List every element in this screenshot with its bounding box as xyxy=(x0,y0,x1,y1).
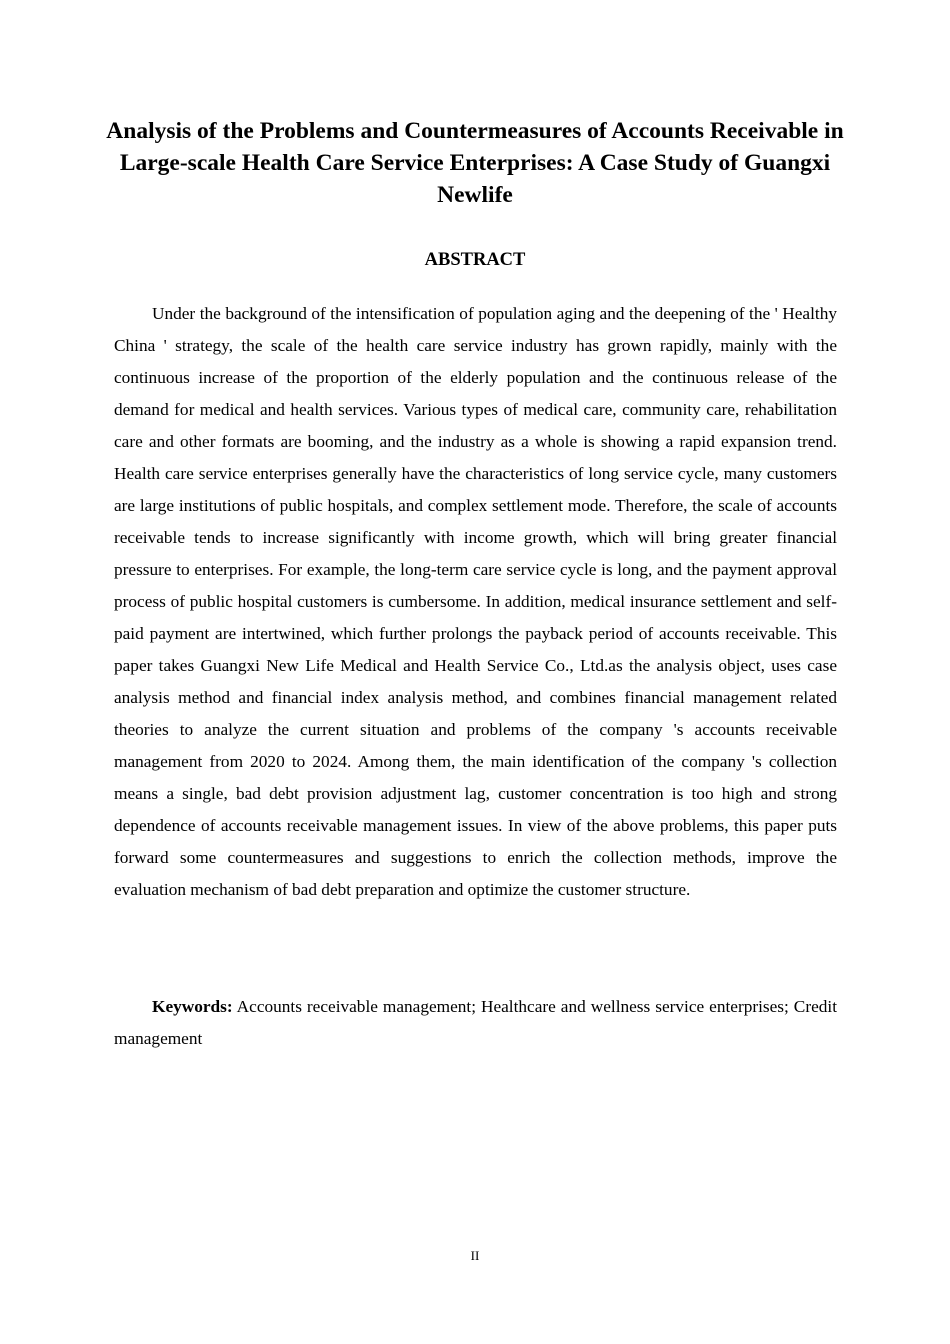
keywords-label: Keywords: xyxy=(152,997,233,1016)
keywords-paragraph xyxy=(114,991,837,1055)
abstract-paragraph: Under the background of the intensification of population aging and the deepening of the ' Healthy China ' strategy, the scale of the health care service industry has grown rapidly, mainly with the continuous increase of the proportion of the elderly population and the continuous release of the demand for medical and health services. Various types of medical care, community care, rehabilitation care and other formats are booming, and the industry as a whole is showing a rapid expansion trend. Health care service enterprises generally have the characteristics of long service cycle, many customers are large institutions of public hospitals, and complex settlement mode. Therefore, the scale of accounts receivable tends to increase significantly with income growth, which will bring greater financial pressure to enterprises. For example, the long-term care service cycle is long, and the payment approval process of public hospital customers is cumbersome. In addition, medical insurance settlement and self-paid payment are intertwined, which further prolongs the payback period of accounts receivable. This paper takes Guangxi New Life Medical and Health Service Co., Ltd.as the analysis object, uses case analysis method and financial index analysis method, and combines financial management related theories to analyze the current situation and problems of the company 's accounts receivable management from 2020 to 2024. Among them, the main identification of the company 's collection means a single, bad debt provision adjustment lag, customer concentration is too high and strong dependence of accounts receivable management issues. In view of the above problems, this paper puts forward some countermeasures and suggestions to enrich the collection methods, improve the evaluation mechanism of bad debt preparation and optimize the customer structure. xyxy=(114,304,837,899)
abstract-heading: ABSTRACT xyxy=(424,250,526,270)
page-number: II xyxy=(470,1248,480,1263)
document-title: Analysis of the Problems and Countermeasures of Accounts Receivable in Large-scale Health Care Service Enterprises: A Case Study of Guangxi Newlife xyxy=(106,118,844,208)
keywords-text: Accounts receivable management; Healthcare and wellness service enterprises; Credit management xyxy=(114,997,837,1048)
